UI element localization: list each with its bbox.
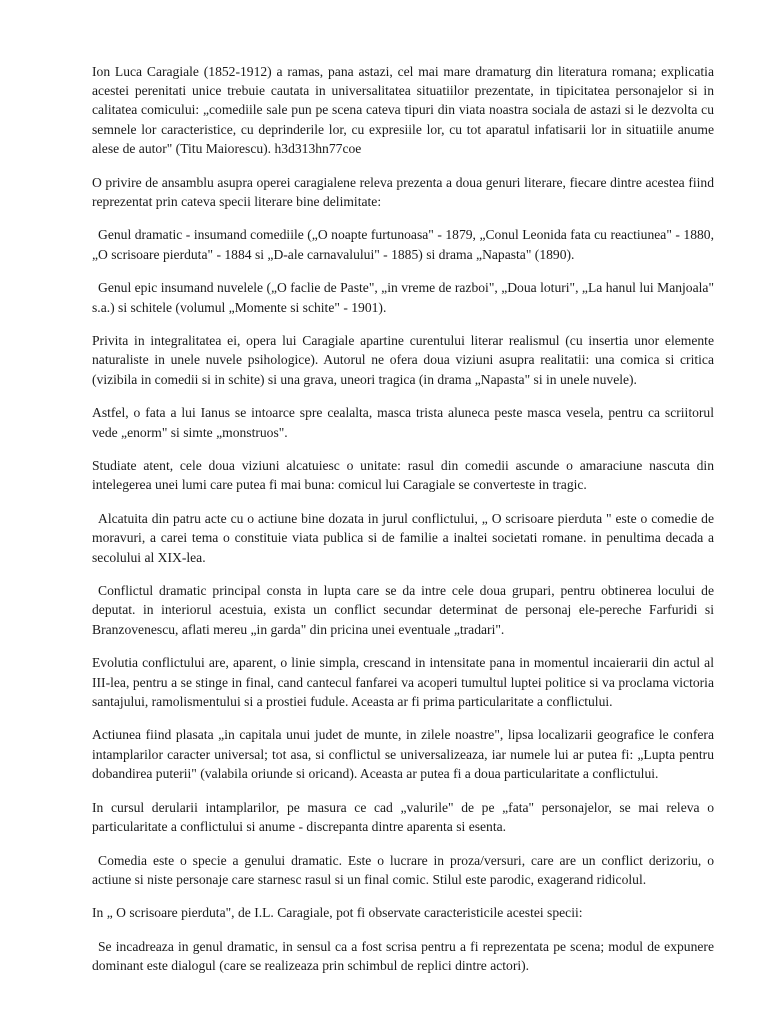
paragraph-6: Astfel, o fata a lui Ianus se intoarce spre cealalta, masca trista aluneca peste masca vesela, pentru ca scriitorul vede „enorm" si simte „monstruos". <box>92 405 714 440</box>
paragraph-12: In cursul derularii intamplarilor, pe masura ce cad „valurile" de pe „fata" personajelor, se mai releva o particularitate a conflictului si anume - discrepanta dintre aparenta si esenta. <box>92 799 714 834</box>
paragraph-4: Genul epic insumand nuvelele („O faclie de Paste", „in vreme de razboi", „Doua loturi", „La hanul lui Manjoala" s.a.) si schitele (volumul „Momente si schite" - 1901). <box>92 280 714 315</box>
paragraph-2: O privire de ansamblu asupra operei caragialene releva prezenta a doua genuri literare, fiecare dintre acestea fiind reprezentat prin cateva specii literare bine delimitate: <box>92 174 714 209</box>
paragraph-10: Evolutia conflictului are, aparent, o linie simpla, crescand in intensitate pana in momentul incaierarii din actul al III-lea, pentru a se stinge in final, cand cantecul fanfarei va acoperi tumultul luptei politice si va proclama victoria santajului, ramolismentului si a prostiei fudule. Aceasta ar fi prima particularitate a conflictului. <box>92 655 714 709</box>
paragraph-15: Se incadreaza in genul dramatic, in sensul ca a fost scrisa pentru a fi reprezentata pe scena; modul de expunere dominant este dialogul (care se realizeaza prin schimbul de replici dintre actori). <box>92 939 714 974</box>
paragraph-8: Alcatuita din patru acte cu o actiune bine dozata in jurul conflictului, „ O scrisoare pierduta " este o comedie de moravuri, a carei tema o constituie viata publica si de familie a inaltei societati romane. in penultima decada a secolului al XIX-lea. <box>92 511 714 565</box>
paragraph-3: Genul dramatic - insumand comediile („O noapte furtunoasa" - 1879, „Conul Leonida fata cu reactiunea" - 1880, „O scrisoare pierduta" - 1884 si „D-ale carnavalului" - 1885) si drama „Napasta" (1890). <box>92 227 714 262</box>
paragraph-11: Actiunea fiind plasata „in capitala unui judet de munte, in zilele noastre", lipsa localizarii geografice le confera intamplarilor caracter universal; tot asa, si conflictul se universalizeaza, iar numele lui ar putea fi: „Lupta pentru dobandirea puterii" (valabila oriunde si oricand). Aceasta ar putea fi a doua particularitate a conflictului. <box>92 727 714 781</box>
paragraph-7: Studiate atent, cele doua viziuni alcatuiesc o unitate: rasul din comedii ascunde o amaraciune nascuta din intelegerea unei lumi care putea fi mai buna: comicul lui Caragiale se converteste in tragic. <box>92 458 714 493</box>
paragraph-1: Ion Luca Caragiale (1852-1912) a ramas, pana astazi, cel mai mare dramaturg din literatura romana; explicatia acestei perenitati unice trebuie cautata in universalitatea situatiilor prezentate, in tipicitatea personajelor si in calitatea comicului: „comediile sale pun pe scena cateva tipuri din viata noastra sociala de astazi si le dezvolta cu semnele lor caracteristice, cu deprinderile lor, cu expresiile lor, cu tot aparatul infatisarii lor in situatiile anume alese de autor" (Titu Maiorescu). h3d313hn77coe <box>92 64 714 156</box>
paragraph-13: Comedia este o specie a genului dramatic. Este o lucrare in proza/versuri, care are un conflict derizoriu, o actiune si niste personaje care starnesc rasul si un final comic. Stilul este parodic, exagerand ridicolul. <box>92 852 714 887</box>
paragraph-9: Conflictul dramatic principal consta in lupta care se da intre cele doua grupari, pentru obtinerea locului de deputat. in interiorul acestuia, exista un conflict secundar determinat de personaj ele-pereche Farfuridi si Branzovenescu, aflati mereu „in garda" din pricina unei eventuale „tradari". <box>92 583 714 637</box>
paragraph-5: Privita in integralitatea ei, opera lui Caragiale apartine curentului literar realismul (cu insertia unor elemente naturaliste in unele nuvele psihologice). Autorul ne ofera doua viziuni asupra realitatii: una comica si critica (vizibila in comedii si in schite) si una grava, uneori tragica (in drama „Napasta" si in unele nuvele). <box>92 333 714 387</box>
paragraph-14: In „ O scrisoare pierduta", de I.L. Caragiale, pot fi observate caracteristicile acestei specii: <box>92 905 583 921</box>
